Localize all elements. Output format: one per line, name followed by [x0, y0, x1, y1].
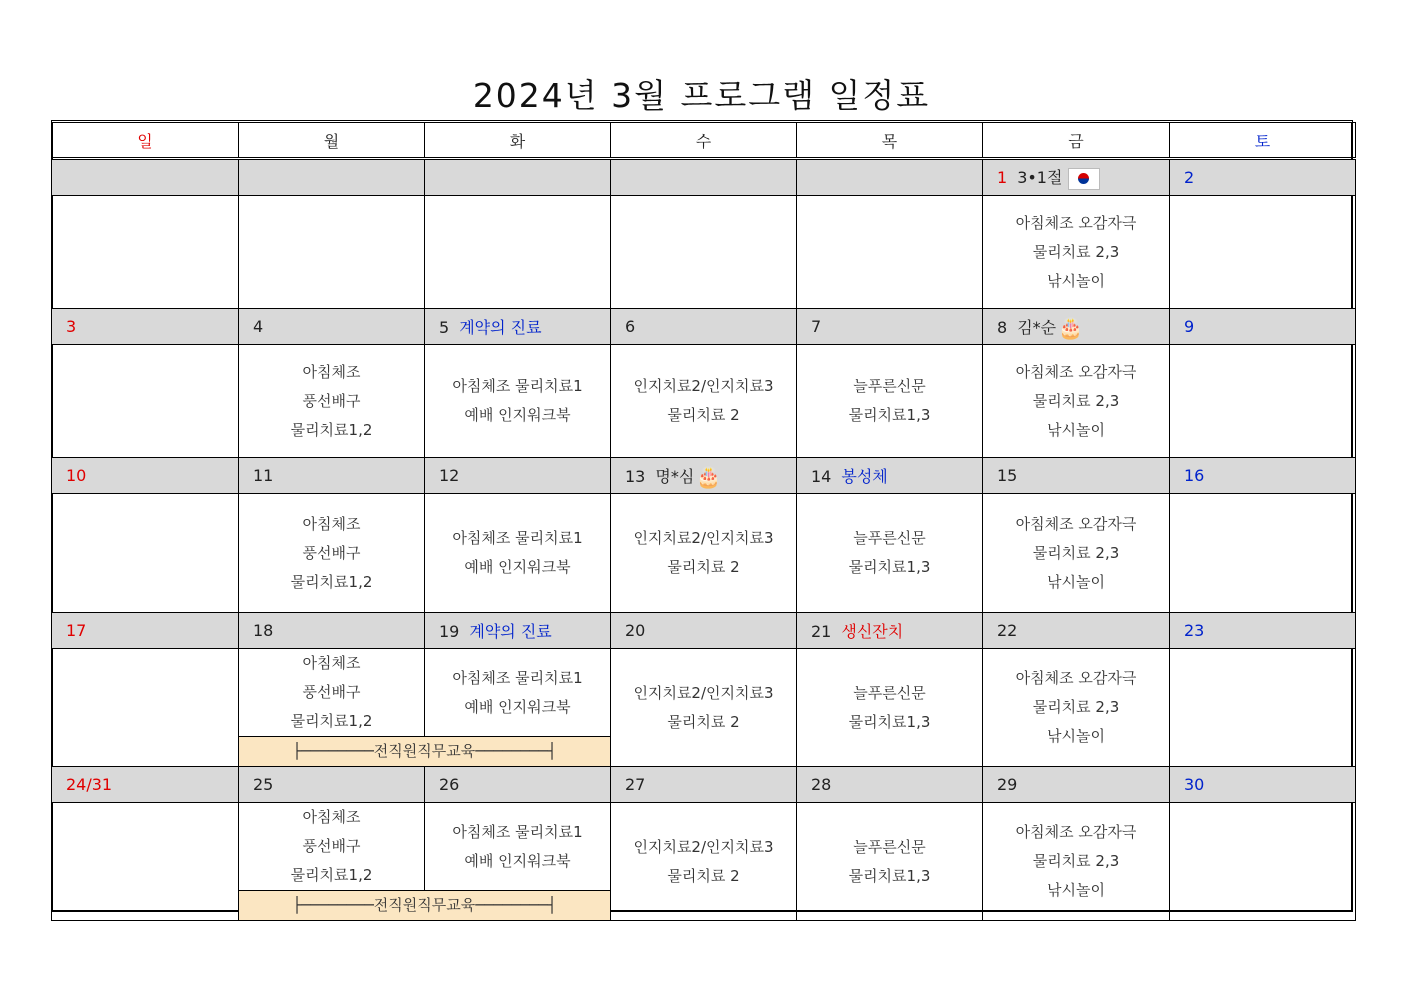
date-cell: 29: [983, 767, 1170, 803]
date-cell: 22: [983, 613, 1170, 649]
activity-cell: [239, 196, 425, 309]
weekday-wed: 수: [611, 123, 797, 159]
date-cell: 2: [1170, 159, 1356, 196]
date-cell: [425, 613, 611, 649]
activity-line: 물리치료1,2: [290, 420, 373, 439]
date-number: 13: [625, 466, 646, 486]
activity-line: 물리치료1,3: [848, 866, 931, 885]
activity-line: 풍선배구: [302, 543, 361, 562]
date-cell: 11: [239, 458, 425, 494]
date-cell: 27: [611, 767, 797, 803]
weekday-thu: 목: [797, 123, 983, 159]
date-cell: 20: [611, 613, 797, 649]
activity-line: 아침체조 물리치료1: [452, 529, 583, 547]
date-cell: 12: [425, 458, 611, 494]
date-cell: 15: [983, 458, 1170, 494]
activity-row: [52, 494, 1356, 613]
date-cell: 26: [425, 767, 611, 803]
activity-line: 낚시놀이: [1047, 271, 1105, 290]
activity-line: 아침체조: [302, 514, 361, 533]
activity-line: 낚시놀이: [1047, 727, 1105, 745]
activity-line: 늘푸른신문: [853, 837, 926, 856]
korean-flag-icon: [1068, 168, 1100, 190]
activity-line: 풍선배구: [302, 391, 361, 410]
activity-cell: [611, 649, 797, 767]
activity-cell: [52, 649, 239, 767]
activity-line: 물리치료1,2: [290, 712, 373, 730]
activity-line: 인지치료2/인지치료3: [633, 837, 774, 856]
page-title: 2024년 3월 프로그램 일정표: [472, 76, 931, 115]
activity-line: 물리치료 2,3: [1032, 698, 1120, 716]
activity-line: 늘푸른신문: [853, 683, 926, 702]
activity-line: 아침체조 오감자극: [1015, 823, 1137, 841]
activity-cell: [611, 345, 797, 458]
activity-line: 물리치료1,2: [290, 866, 373, 884]
date-cell: 3: [52, 309, 239, 345]
staff-training-label: ├────────전직원직무교육────────┤: [292, 896, 557, 914]
date-cell: 10: [52, 458, 239, 494]
schedule-calendar: [51, 122, 1356, 921]
weekday-mon: 월: [239, 123, 425, 159]
activity-cell: [983, 803, 1170, 921]
activity-line: 물리치료 2,3: [1032, 242, 1120, 261]
date-number: 21: [811, 622, 832, 641]
date-cell: 24/31: [52, 767, 239, 803]
activity-cell: [425, 345, 611, 458]
activity-line: 아침체조: [302, 362, 361, 381]
activity-cell: [797, 649, 983, 767]
activity-line: 인지치료2/인지치료3: [633, 377, 774, 395]
activity-line: 물리치료 2: [667, 712, 740, 731]
activity-cell: [1170, 649, 1356, 767]
activity-line: 아침체조 오감자극: [1015, 213, 1137, 232]
date-cell: [797, 613, 983, 649]
date-row: [52, 309, 1356, 345]
activity-cell: [983, 196, 1170, 309]
date-cell: [797, 458, 983, 494]
activity-cell: [1170, 494, 1356, 613]
activity-cell: [797, 494, 983, 613]
weekday-sat: 토: [1170, 123, 1356, 159]
date-cell: 7: [797, 309, 983, 345]
date-row: [52, 767, 1356, 803]
activity-cell: [1170, 345, 1356, 458]
activity-line: 인지치료2/인지치료3: [633, 683, 774, 702]
activity-cell: [52, 803, 239, 921]
date-cell: 25: [239, 767, 425, 803]
date-cell: [983, 159, 1170, 196]
activity-line: 예배 인지워크북: [464, 851, 571, 870]
date-cell: [52, 159, 239, 196]
activity-line: 물리치료1,3: [848, 712, 931, 731]
activity-line: 아침체조 물리치료1: [452, 377, 583, 395]
activity-line: 아침체조 오감자극: [1015, 514, 1137, 533]
event-label: 계약의 진료: [459, 318, 542, 337]
event-label: 봉성체: [841, 467, 888, 486]
activity-line: 낚시놀이: [1047, 881, 1105, 899]
activity-line: 늘푸른신문: [853, 529, 926, 547]
weekday-tue: 화: [425, 123, 611, 159]
activity-line: 늘푸른신문: [853, 377, 926, 395]
birthday-cake-icon: 🎂: [696, 465, 722, 490]
event-label: 생신잔치: [841, 622, 904, 641]
activity-cell: [983, 649, 1170, 767]
activity-cell: [797, 803, 983, 921]
activity-row: [52, 803, 1356, 891]
date-cell: 9: [1170, 309, 1356, 345]
activity-cell: [425, 196, 611, 309]
activity-row: [52, 649, 1356, 737]
date-cell: 28: [797, 767, 983, 803]
activity-cell: [983, 345, 1170, 458]
activity-line: 물리치료1,3: [848, 558, 931, 576]
date-cell: [611, 458, 797, 494]
date-cell: [797, 159, 983, 196]
birthday-name: 명*심: [655, 466, 695, 486]
date-number: 8: [997, 317, 1008, 337]
activity-cell: [425, 494, 611, 613]
activity-line: 물리치료 2: [667, 406, 740, 424]
birthday-cake-icon: 🎂: [1058, 316, 1084, 341]
date-row: [52, 613, 1356, 649]
activity-line: 물리치료 2,3: [1032, 852, 1120, 870]
activity-line: 아침체조 오감자극: [1015, 362, 1137, 381]
weekday-header-row: [52, 123, 1356, 159]
holiday-label: 3•1절: [1017, 168, 1063, 188]
date-cell: 17: [52, 613, 239, 649]
activity-cell: [611, 494, 797, 613]
date-row: [52, 458, 1356, 494]
date-number: 14: [811, 467, 832, 486]
activity-cell: [239, 649, 425, 737]
date-cell: [239, 159, 425, 196]
date-cell: 18: [239, 613, 425, 649]
activity-line: 물리치료1,2: [290, 572, 373, 591]
date-number: 5: [439, 318, 450, 337]
birthday-name: 김*순: [1017, 317, 1057, 337]
event-label: 계약의 진료: [469, 622, 552, 641]
weekday-sun: 일: [52, 123, 239, 159]
date-number: 1: [997, 168, 1008, 188]
activity-cell: [797, 345, 983, 458]
date-cell: 6: [611, 309, 797, 345]
activity-line: 낚시놀이: [1047, 572, 1105, 591]
date-cell: [611, 159, 797, 196]
activity-cell: [611, 803, 797, 921]
date-cell: [983, 309, 1170, 345]
activity-cell: [1170, 803, 1356, 921]
activity-row: [52, 196, 1356, 309]
activity-line: 물리치료 2: [667, 558, 740, 576]
date-cell: [425, 309, 611, 345]
activity-row: [52, 345, 1356, 458]
activity-line: 낚시놀이: [1047, 420, 1105, 439]
activity-line: 풍선배구: [302, 837, 361, 855]
activity-line: 예배 인지워크북: [464, 558, 571, 576]
activity-cell: [239, 803, 425, 891]
activity-cell: [239, 345, 425, 458]
activity-cell: [52, 345, 239, 458]
activity-line: 아침체조 물리치료1: [452, 822, 583, 841]
activity-line: 아침체조: [302, 808, 361, 826]
activity-line: 아침체조 물리치료1: [452, 668, 583, 687]
weekday-fri: 금: [983, 123, 1170, 159]
date-cell: [425, 159, 611, 196]
activity-line: 아침체조 오감자극: [1015, 669, 1137, 687]
activity-cell: [797, 196, 983, 309]
activity-cell: [425, 649, 611, 737]
activity-line: 예배 인지워크북: [464, 697, 571, 716]
activity-cell: [1170, 196, 1356, 309]
date-cell: 23: [1170, 613, 1356, 649]
activity-cell: [52, 494, 239, 613]
date-cell: 30: [1170, 767, 1356, 803]
activity-cell: [425, 803, 611, 891]
activity-line: 물리치료 2,3: [1032, 391, 1120, 410]
activity-line: 물리치료 2,3: [1032, 543, 1120, 562]
date-cell: 16: [1170, 458, 1356, 494]
activity-cell: [983, 494, 1170, 613]
activity-line: 아침체조: [302, 654, 361, 672]
activity-line: 풍선배구: [302, 683, 361, 701]
activity-cell: [239, 494, 425, 613]
activity-line: 예배 인지워크북: [464, 406, 571, 424]
activity-line: 인지치료2/인지치료3: [633, 529, 774, 547]
date-row: [52, 159, 1356, 196]
activity-cell: [52, 196, 239, 309]
staff-training-label: ├────────전직원직무교육────────┤: [292, 742, 557, 760]
activity-line: 물리치료 2: [667, 866, 740, 885]
date-cell: 4: [239, 309, 425, 345]
activity-cell: [611, 196, 797, 309]
activity-line: 물리치료1,3: [848, 406, 931, 424]
date-number: 19: [439, 622, 460, 641]
staff-training-band: [239, 737, 611, 767]
staff-training-band: [239, 891, 611, 921]
